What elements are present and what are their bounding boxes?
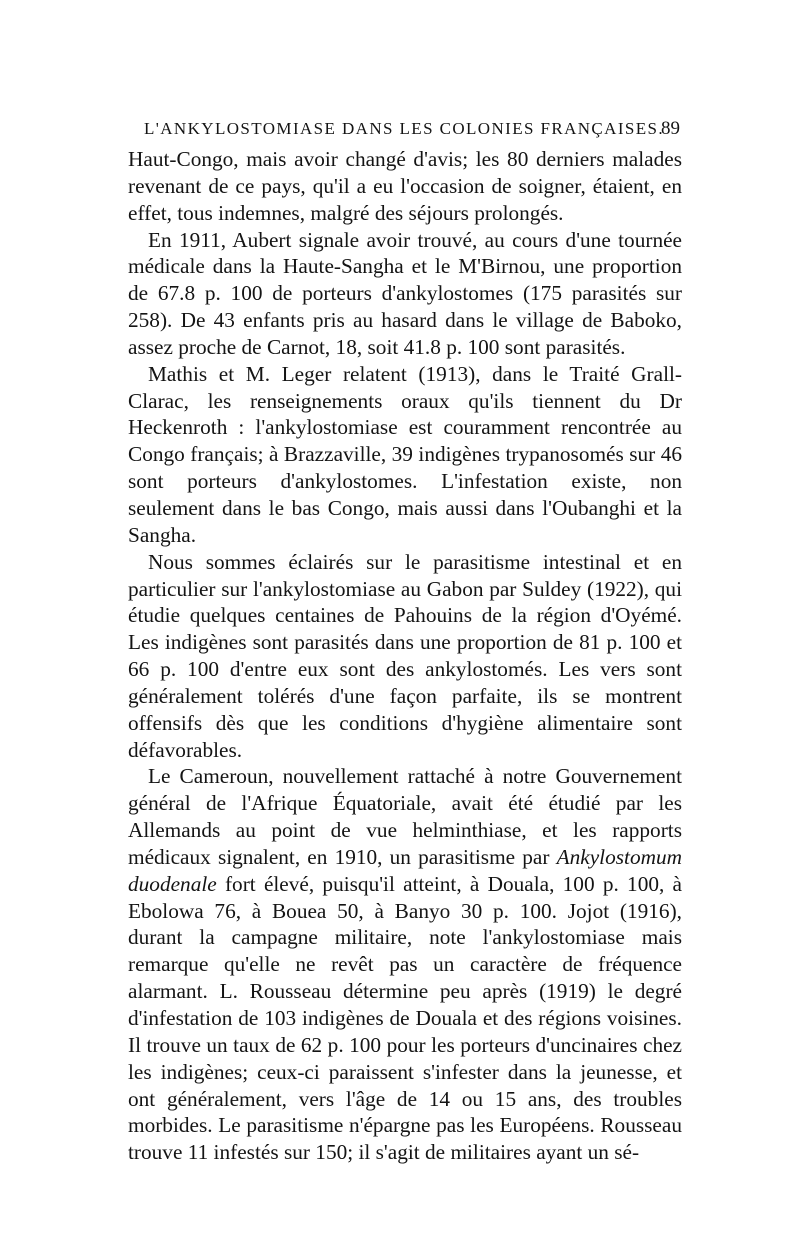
species-name-italic: Ankylostomum duodenale bbox=[128, 844, 682, 896]
paragraph-1: Haut-Congo, mais avoir changé d'avis; les 80 derniers malades revenant de ce pays, qu'il a eu l'occasion de soigner, étaient, en effet, tous indemnes, malgré des séjours prolongés. bbox=[128, 147, 682, 225]
paragraph-2: En 1911, Aubert signale avoir trouvé, au cours d'une tournée médicale dans la Haute-Sangha et le M'Birnou, une proportion de 67.8 p. 100 de porteurs d'ankylostomes (175 parasités sur 258). De 43 enfants pris au hasard dans le village de Baboko, assez proche de Carnot, 18, soit 41.8 p. 100 sont parasités. bbox=[128, 227, 682, 359]
paragraph-5-after-italic: fort élevé, puisqu'il atteint, à Douala, 100 p. 100, à Ebolowa 76, à Bouea 50, à Banyo 30 p. 100. Jojot (1916), durant la campagne militaire, note l'ankylostomiase mais remarque qu'elle ne revêt pas un caractère de fréquence alarmant. L. Rousseau détermine peu après (1919) le degré d'infestation de 103 indigènes de Douala et des régions voisines. Il trouve un taux de 62 p. 100 pour les porteurs d'uncinaires chez les indigènes; ceux-ci paraissent s'infester dans la jeunesse, et ont généralement, vers l'âge de 14 ou 15 ans, des troubles morbides. Le parasitisme n'épargne pas les Européens. Rousseau trouve 11 infestés sur 150; il s'agit de militaires ayant un sé- bbox=[128, 871, 682, 1165]
running-title: L'ANKYLOSTOMIASE DANS LES COLONIES FRANÇAISES. bbox=[144, 119, 665, 138]
body-text bbox=[128, 146, 682, 1166]
paragraph-3: Mathis et M. Leger relatent (1913), dans le Traité Grall-Clarac, les renseignements oraux qu'ils tiennent du Dr Heckenroth : l'ankylostomiase est couramment rencontrée au Congo français; à Brazzaville, 39 indigènes trypanosomés sur 46 sont porteurs d'ankylostomes. L'infestation existe, non seulement dans le bas Congo, mais aussi dans l'Oubanghi et la Sangha. bbox=[128, 361, 682, 547]
paragraph-5 bbox=[128, 763, 682, 1166]
book-page bbox=[128, 112, 682, 1166]
paragraph-4: Nous sommes éclairés sur le parasitisme intestinal et en particulier sur l'ankylostomiase au Gabon par Suldey (1922), qui étudie quelques centaines de Pahouins de la région d'Oyémé. Les indigènes sont parasités dans une proportion de 81 p. 100 et 66 p. 100 d'entre eux sont des ankylostomés. Les vers sont généralement tolérés d'une façon parfaite, ils se montrent offensifs dès que les conditions d'hygiène alimentaire sont défavorables. bbox=[128, 549, 682, 762]
paragraph-5-before-italic: Le Cameroun, nouvellement rattaché à notre Gouvernement général de l'Afrique Équatoriale, avait été étudié par les Allemands au point de vue helminthiase, et les rapports médicaux signalent, en 1910, un parasitisme par bbox=[128, 764, 682, 869]
page-number: 89 bbox=[661, 118, 680, 139]
running-head bbox=[128, 112, 682, 146]
